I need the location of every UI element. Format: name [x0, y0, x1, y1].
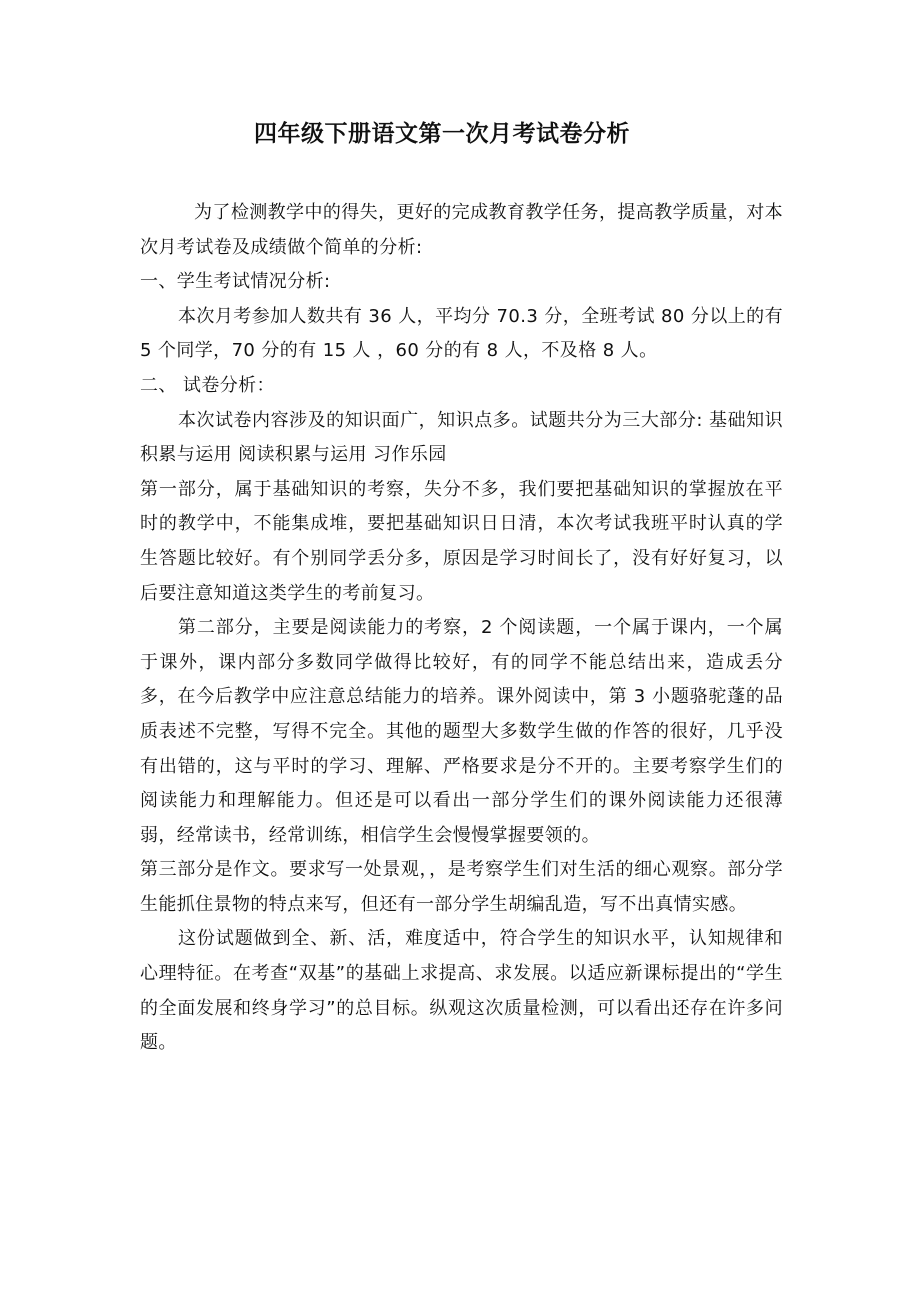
conclusion-paragraph: 这份试题做到全、新、活，难度适中，符合学生的知识水平，认知规律和心理特征。在考查“双基”的基础上求提高、求发展。以适应新课标提出的“学生的全面发展和终身学习”的总目标。纵观这次质量检测，可以看出还存在许多问题。 — [140, 928, 783, 1054]
paper-overview-paragraph: 本次试卷内容涉及的知识面广，知识点多。试题共分为三大部分: 基础知识积累与运用 阅读积累与运用 习作乐园 — [140, 409, 783, 466]
document-body — [140, 196, 783, 1061]
part-one-paragraph: 第一部分，属于基础知识的考察，失分不多，我们要把基础知识的掌握放在平时的教学中，不能集成堆，要把基础知识日日清，本次考试我班平时认真的学生答题比较好。有个别同学丢分多，原因是学习时间长了，没有好好复习，以后要注意知道这类学生的考前复习。 — [140, 478, 783, 604]
section-heading-paper-analysis: 二、 试卷分析： — [140, 374, 275, 396]
section-heading-student-analysis: 一、学生考试情况分析: — [140, 271, 331, 293]
intro-paragraph: 为了检测教学中的得失，更好的完成教育教学任务，提高教学质量，对本次月考试卷及成绩做个简单的分析: — [140, 202, 783, 258]
part-two-paragraph: 第二部分，主要是阅读能力的考察，2 个阅读题，一个属于课内，一个属于课外，课内部分多数同学做得比较好，有的同学不能总结出来，造成丢分多，在今后教学中应注意总结能力的培养。课外阅读中，第 3 小题骆驼蓬的品质表述不完整，写得不完全。其他的题型大多数学生做的作答的很好，几乎没有出错的，这与平时的学习、理解、严格要求是分不开的。主要考察学生们的阅读能力和理解能力。但还是可以看出一部分学生们的课外阅读能力还很薄弱，经常读书，经常训练，相信学生会慢慢掌握要领的。 — [140, 617, 783, 846]
part-three-paragraph: 第三部分是作文。要求写一处景观，，是考察学生们对生活的细心观察。部分学生能抓住景物的特点来写，但还有一部分学生胡编乱造，写不出真情实感。 — [140, 859, 783, 915]
score-summary-paragraph: 本次月考参加人数共有 36 人，平均分 70.3 分，全班考试 80 分以上的有 5 个同学，70 分的有 15 人 ，60 分的有 8 人，不及格 8 人。 — [140, 305, 783, 362]
document-title: 四年级下册语文第一次月考试卷分析 — [254, 121, 630, 147]
